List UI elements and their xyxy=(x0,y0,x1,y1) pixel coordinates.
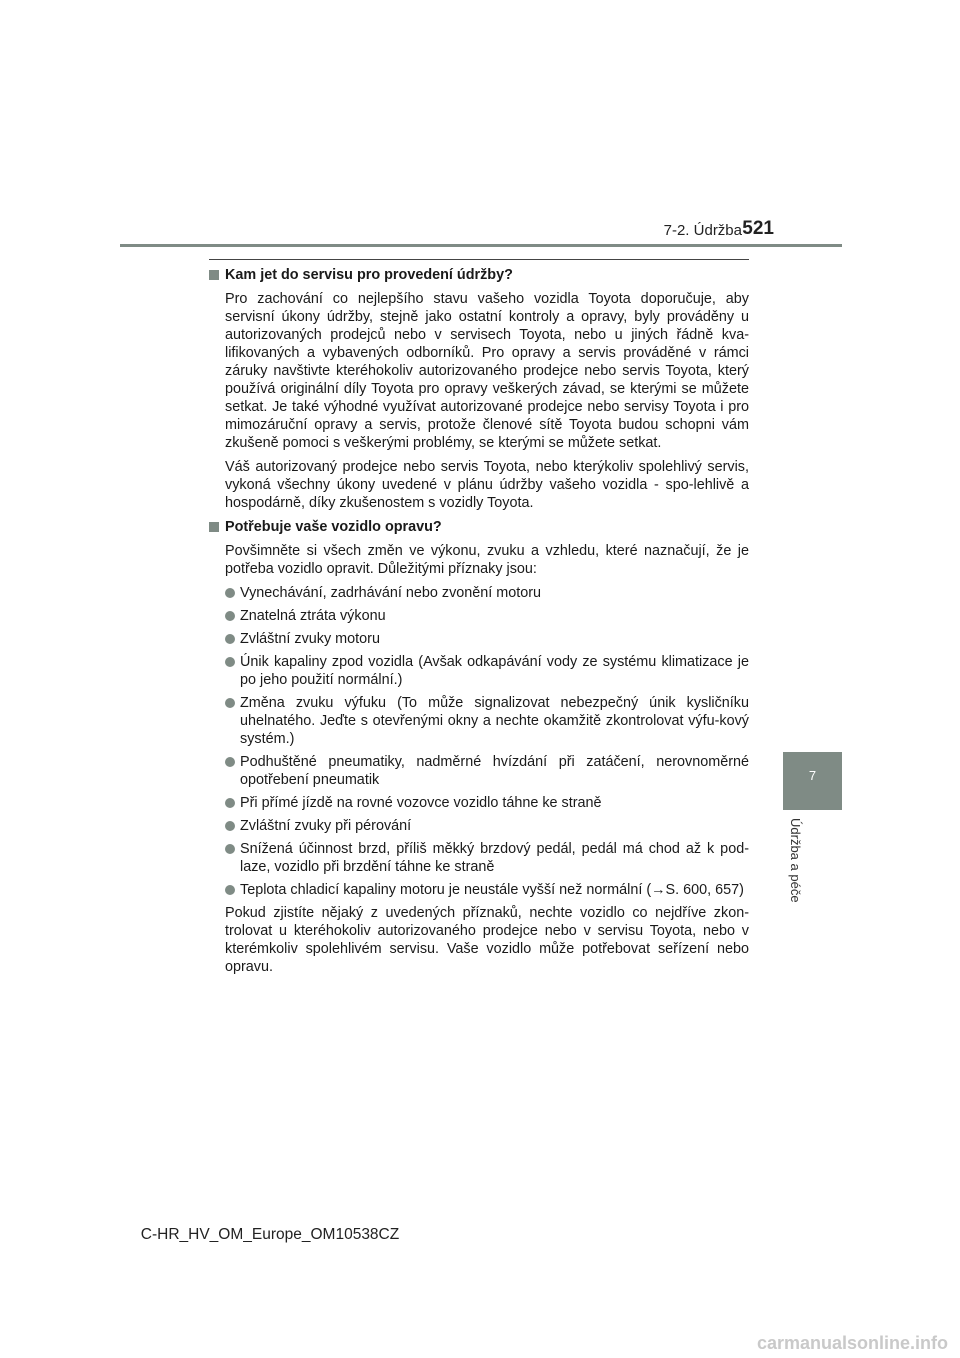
round-bullet-icon xyxy=(225,757,235,767)
list-item xyxy=(225,630,749,648)
list-item xyxy=(225,753,749,789)
round-bullet-icon xyxy=(225,798,235,808)
list-item-text: Změna zvuku výfuku (To může signalizovat nebezpečný únik kysličníku uhelnatého. Jeďte s otevřenými okny a nechte okamžitě zkontrolovat výfu-kový systém.) xyxy=(240,695,749,747)
list-item-text: Zvláštní zvuky motoru xyxy=(240,631,380,647)
section-heading xyxy=(209,518,749,536)
list-item-text: Teplota chladicí kapaliny motoru je neustále vyšší než normální (→S. 600, 657) xyxy=(240,882,744,898)
round-bullet-icon xyxy=(225,611,235,621)
heading-text: Potřebuje vaše vozidlo opravu? xyxy=(225,519,442,535)
paragraph: Povšimněte si všech změn ve výkonu, zvuku a vzhledu, které naznačují, že je potřeba vozidlo opravit. Důležitými příznaky jsou: xyxy=(225,543,749,577)
list-item xyxy=(225,881,749,899)
header-divider xyxy=(120,244,842,247)
round-bullet-icon xyxy=(225,698,235,708)
round-bullet-icon xyxy=(225,588,235,598)
watermark: carmanualsonline.info xyxy=(756,1333,948,1353)
section-heading xyxy=(209,266,749,284)
page-number: 521 xyxy=(742,218,774,239)
list-item-text: Únik kapaliny zpod vozidla (Avšak odkapávání vody ze systému klimatizace je po jeho použití normální.) xyxy=(240,654,749,688)
square-bullet-icon xyxy=(209,522,219,532)
paragraph: Pokud zjistíte nějaký z uvedených příznaků, nechte vozidlo co nejdříve zkon-trolovat u kteréhokoliv autorizovaného prodejce nebo v servisu Toyota, nebo v kterémkoliv spolehlivém servisu. Vaše vozidlo může potřebovat seřízení nebo opravu. xyxy=(225,905,749,975)
list-item-text: Vynechávání, zadrhávání nebo zvonění motoru xyxy=(240,585,542,601)
list-item xyxy=(225,694,749,748)
list-item-text: Při přímé jízdě na rovné vozovce vozidlo táhne ke straně xyxy=(240,795,602,811)
document-code: C-HR_HV_OM_Europe_OM10538CZ xyxy=(140,1226,400,1243)
list-item xyxy=(225,607,749,625)
paragraph: Pro zachování co nejlepšího stavu vašeho vozidla Toyota doporučuje, aby servisní úkony údržby, stejně jako ostatní kontroly a opravy, byly prováděny u autorizovaných prodejců nebo v servisech Toyota, nebo u jiných řádně kva-lifikovaných a vybavených odborníků. Pro opravy a servis prováděné v rámci záruky navštivte kteréhokoliv autorizovaného prodejce nebo servis Toyota, který používá originální díly Toyota pro opravy veškerých závad, se kterými se můžete setkat. Je také výhodné využívat autorizované prodejce nebo servisy Toyota i pro mimozáruční opravy a servis, protože členové sítě Toyota budou schopni vám zkušeně pomoci s veškerými problémy, se kterými se můžete setkat. xyxy=(225,291,749,451)
round-bullet-icon xyxy=(225,821,235,831)
list-item xyxy=(225,584,749,602)
list-item-text: Snížená účinnost brzd, příliš měkký brzdový pedál, pedál má chod až k pod-laze, vozidlo při brzdění táhne ke straně xyxy=(240,841,749,875)
list-item xyxy=(225,653,749,689)
round-bullet-icon xyxy=(225,844,235,854)
symptom-list xyxy=(225,584,749,899)
list-item xyxy=(225,817,749,835)
list-item xyxy=(225,794,749,812)
heading-text: Kam jet do servisu pro provedení údržby? xyxy=(225,267,513,283)
list-item-text: Zvláštní zvuky při pérování xyxy=(240,818,412,834)
round-bullet-icon xyxy=(225,634,235,644)
chapter-tab xyxy=(783,752,842,810)
chapter-number: 7 xyxy=(808,768,817,783)
list-item-text: Podhuštěné pneumatiky, nadměrné hvízdání při zatáčení, nerovnoměrné opotřebení pneumatik xyxy=(240,754,749,788)
square-bullet-icon xyxy=(209,270,219,280)
page-header xyxy=(120,216,842,246)
section-title: 7-2. Údržba xyxy=(663,222,742,239)
paragraph: Váš autorizovaný prodejce nebo servis Toyota, nebo kterýkoliv spolehlivý servis, vykoná všechny úkony uvedené v plánu údržby vašeho vozidla - spo-lehlivě a hospodárně, díky zkušenostem s vozidly Toyota. xyxy=(225,459,749,511)
list-item xyxy=(225,840,749,876)
round-bullet-icon xyxy=(225,885,235,895)
list-item-text: Znatelná ztráta výkonu xyxy=(240,608,386,624)
round-bullet-icon xyxy=(225,657,235,667)
chapter-title: Údržba a péče xyxy=(788,818,803,903)
main-content xyxy=(209,260,749,982)
